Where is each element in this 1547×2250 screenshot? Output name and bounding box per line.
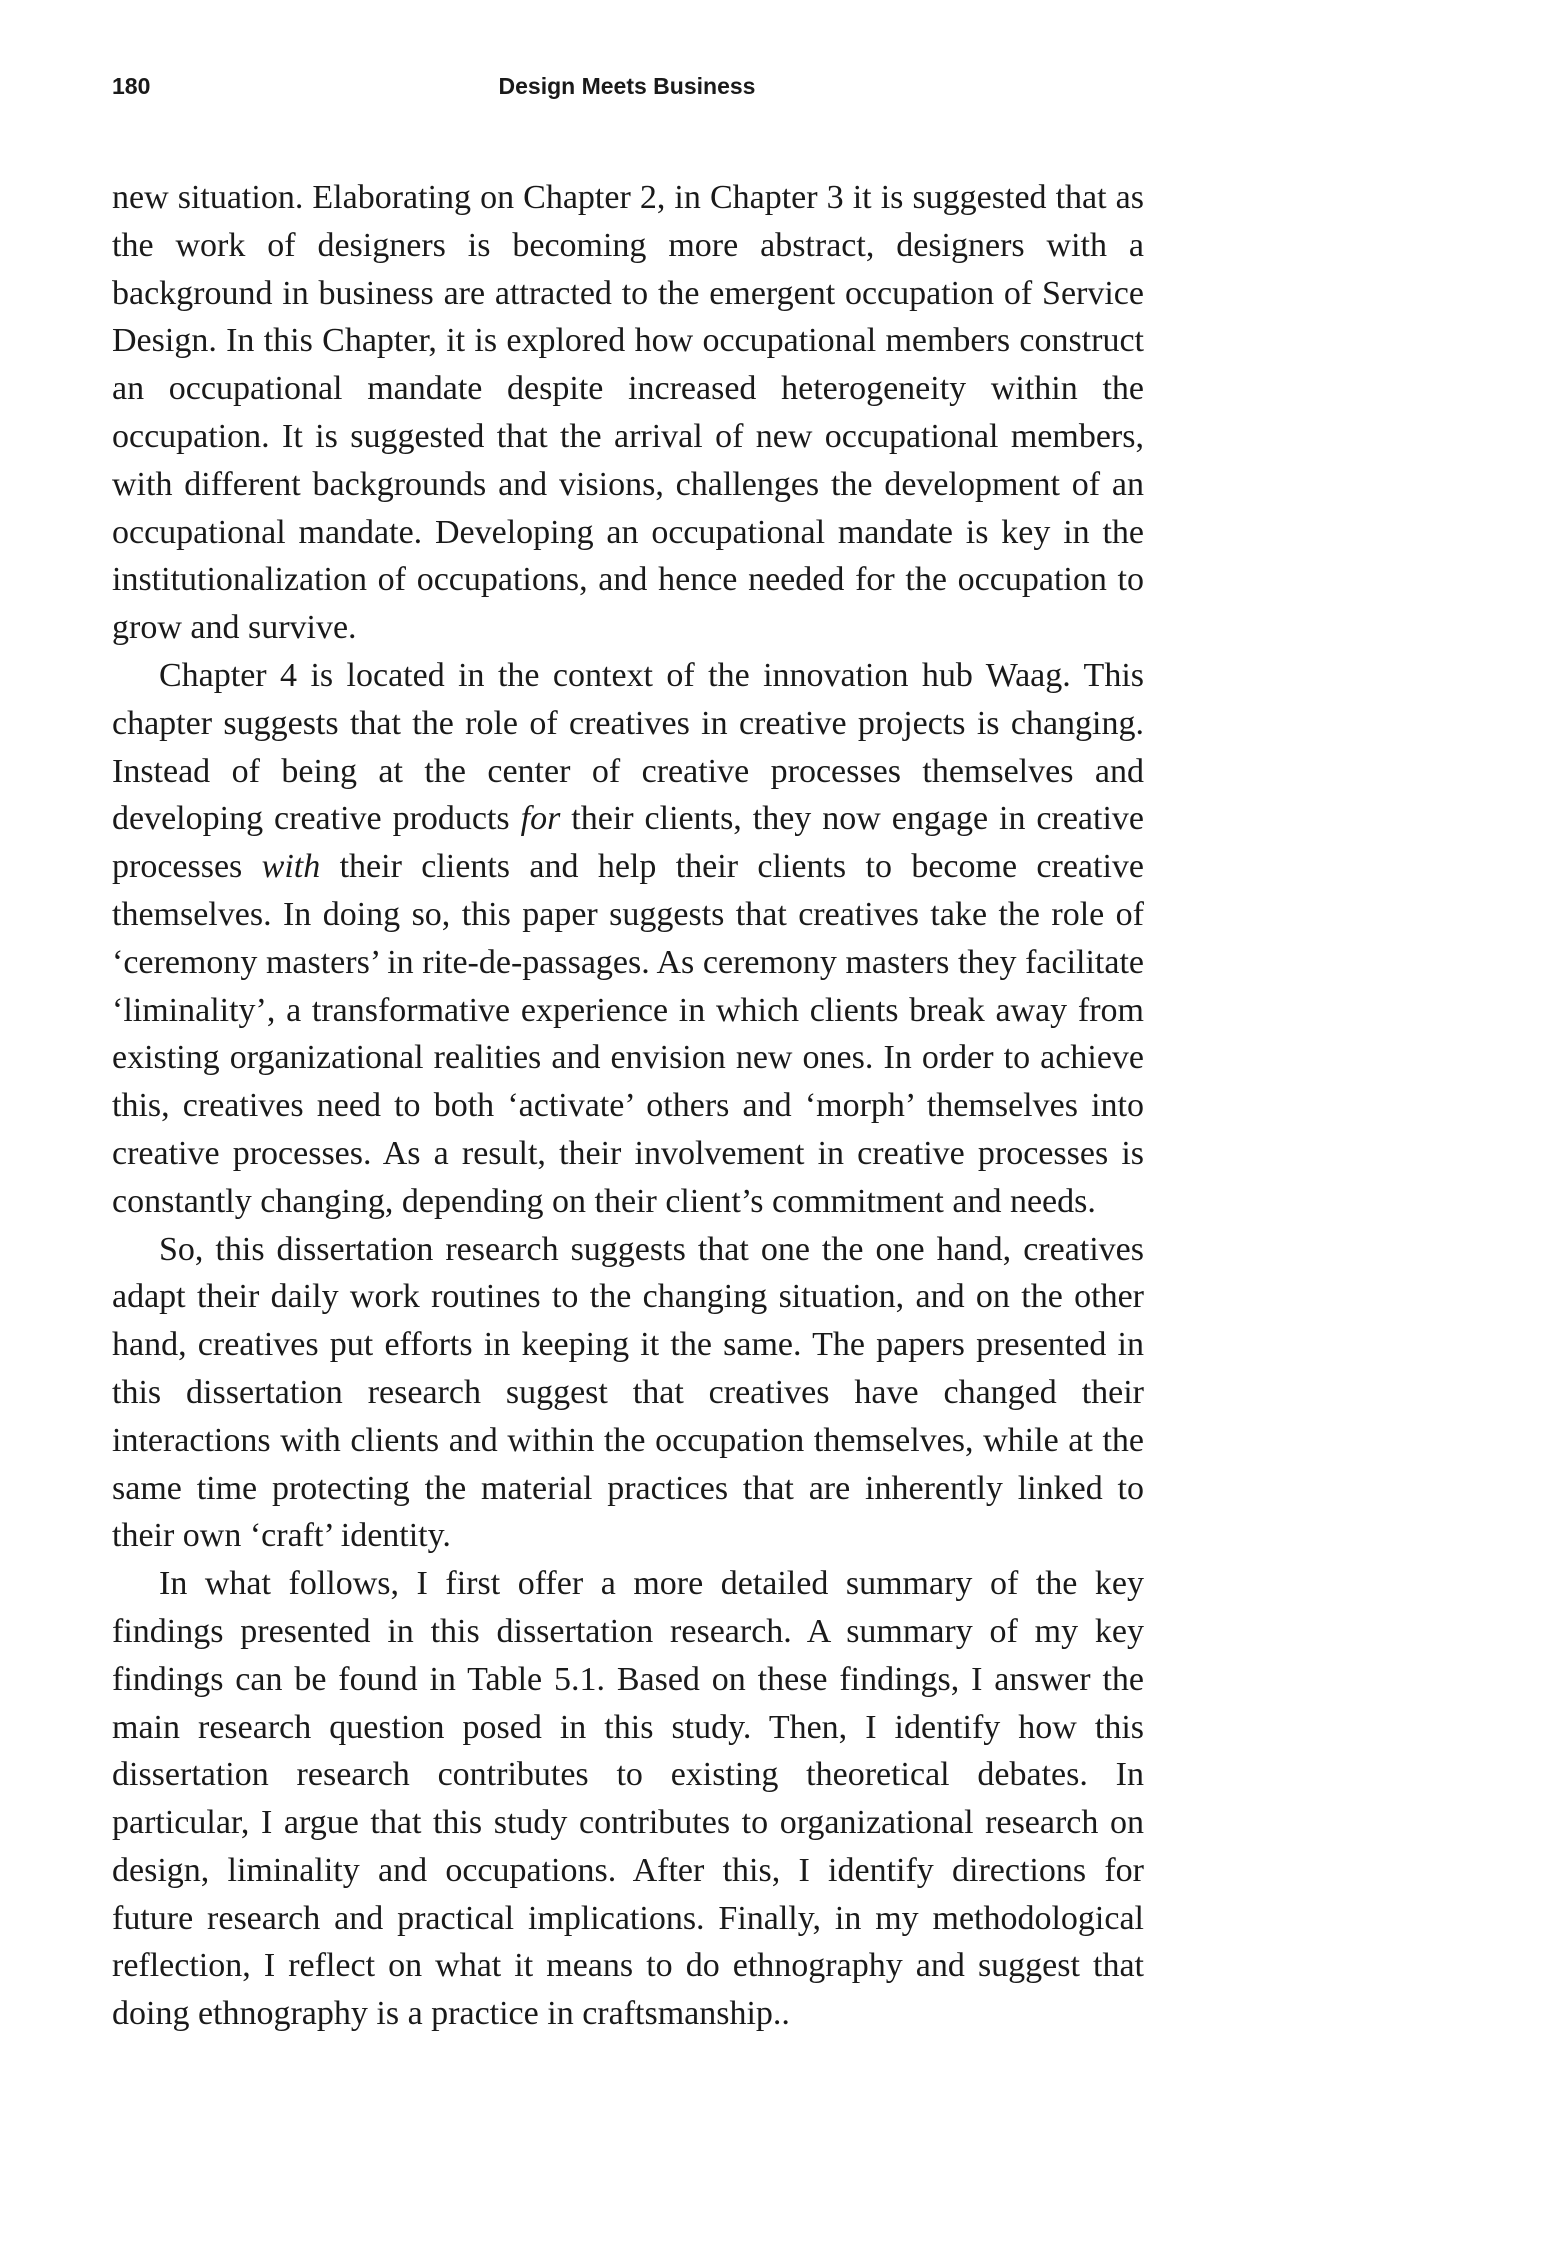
text-run: So, this dissertation research suggests that one the one hand, creatives adapt their daily work routines to the changing situation, and on the other hand, creatives put efforts in keeping it the same. The papers presented in this dissertation research suggest that creatives have changed their interactions with clients and within the occupation themselves, while at the same time protecting the material practices that are inherently linked to their own ‘craft’ identity. [112, 1230, 1144, 1555]
paragraph [112, 1560, 1144, 2038]
text-run: their clients, they now engage in creative processes [112, 800, 1144, 886]
text-run: their clients and help their clients to become creative themselves. In doing so, this paper suggests that creatives take the role of ‘ceremony masters’ in rite-de-passages. As ceremony masters they facilitate ‘liminality’, a transformative experience in which clients break away from existing organizational realities and envision new ones. In order to achieve this, creatives need to both ‘activate’ others and ‘morph’ themselves into creative processes. As a result, their involvement in creative processes is constantly changing, depending on their client’s commitment and needs. [112, 848, 1144, 1220]
running-title: Design Meets Business [498, 73, 756, 99]
body-text [112, 174, 1144, 2038]
paragraph [112, 652, 1144, 1226]
running-header [112, 70, 1142, 102]
italic-text: with [261, 848, 321, 886]
italic-text: for [520, 800, 561, 838]
text-run: new situation. Elaborating on Chapter 2, in Chapter 3 it is suggested that as the work of designers is becoming more abstract, designers with a background in business are attracted to the emergent occupation of Service Design. In this Chapter, it is explored how occupational members construct an occupational mandate despite increased heterogeneity within the occupation. It is suggested that the arrival of new occupational members, with different backgrounds and visions, challenges the development of an occupational mandate. Developing an occupational mandate is key in the institutionalization of occupations, and hence needed for the occupation to grow and survive. [112, 179, 1144, 647]
text-run: In what follows, I first offer a more detailed summary of the key findings presented in this dissertation research. A summary of my key findings can be found in Table 5.1. Based on these findings, I answer the main research question posed in this study. Then, I identify how this dissertation research contributes to existing theoretical debates. In particular, I argue that this study contributes to organizational research on design, liminality and occupations. After this, I identify directions for future research and practical implications. Finally, in my methodological reflection, I reflect on what it means to do ethnography and suggest that doing ethnography is a practice in craftsmanship.. [112, 1565, 1144, 2033]
page-number: 180 [112, 73, 151, 99]
paragraph [112, 174, 1144, 652]
paragraph [112, 1226, 1144, 1561]
text-run: Chapter 4 is located in the context of the innovation hub Waag. This chapter suggests that the role of creatives in creative projects is changing. Instead of being at the center of creative processes themselves and developing creative products [112, 656, 1144, 838]
